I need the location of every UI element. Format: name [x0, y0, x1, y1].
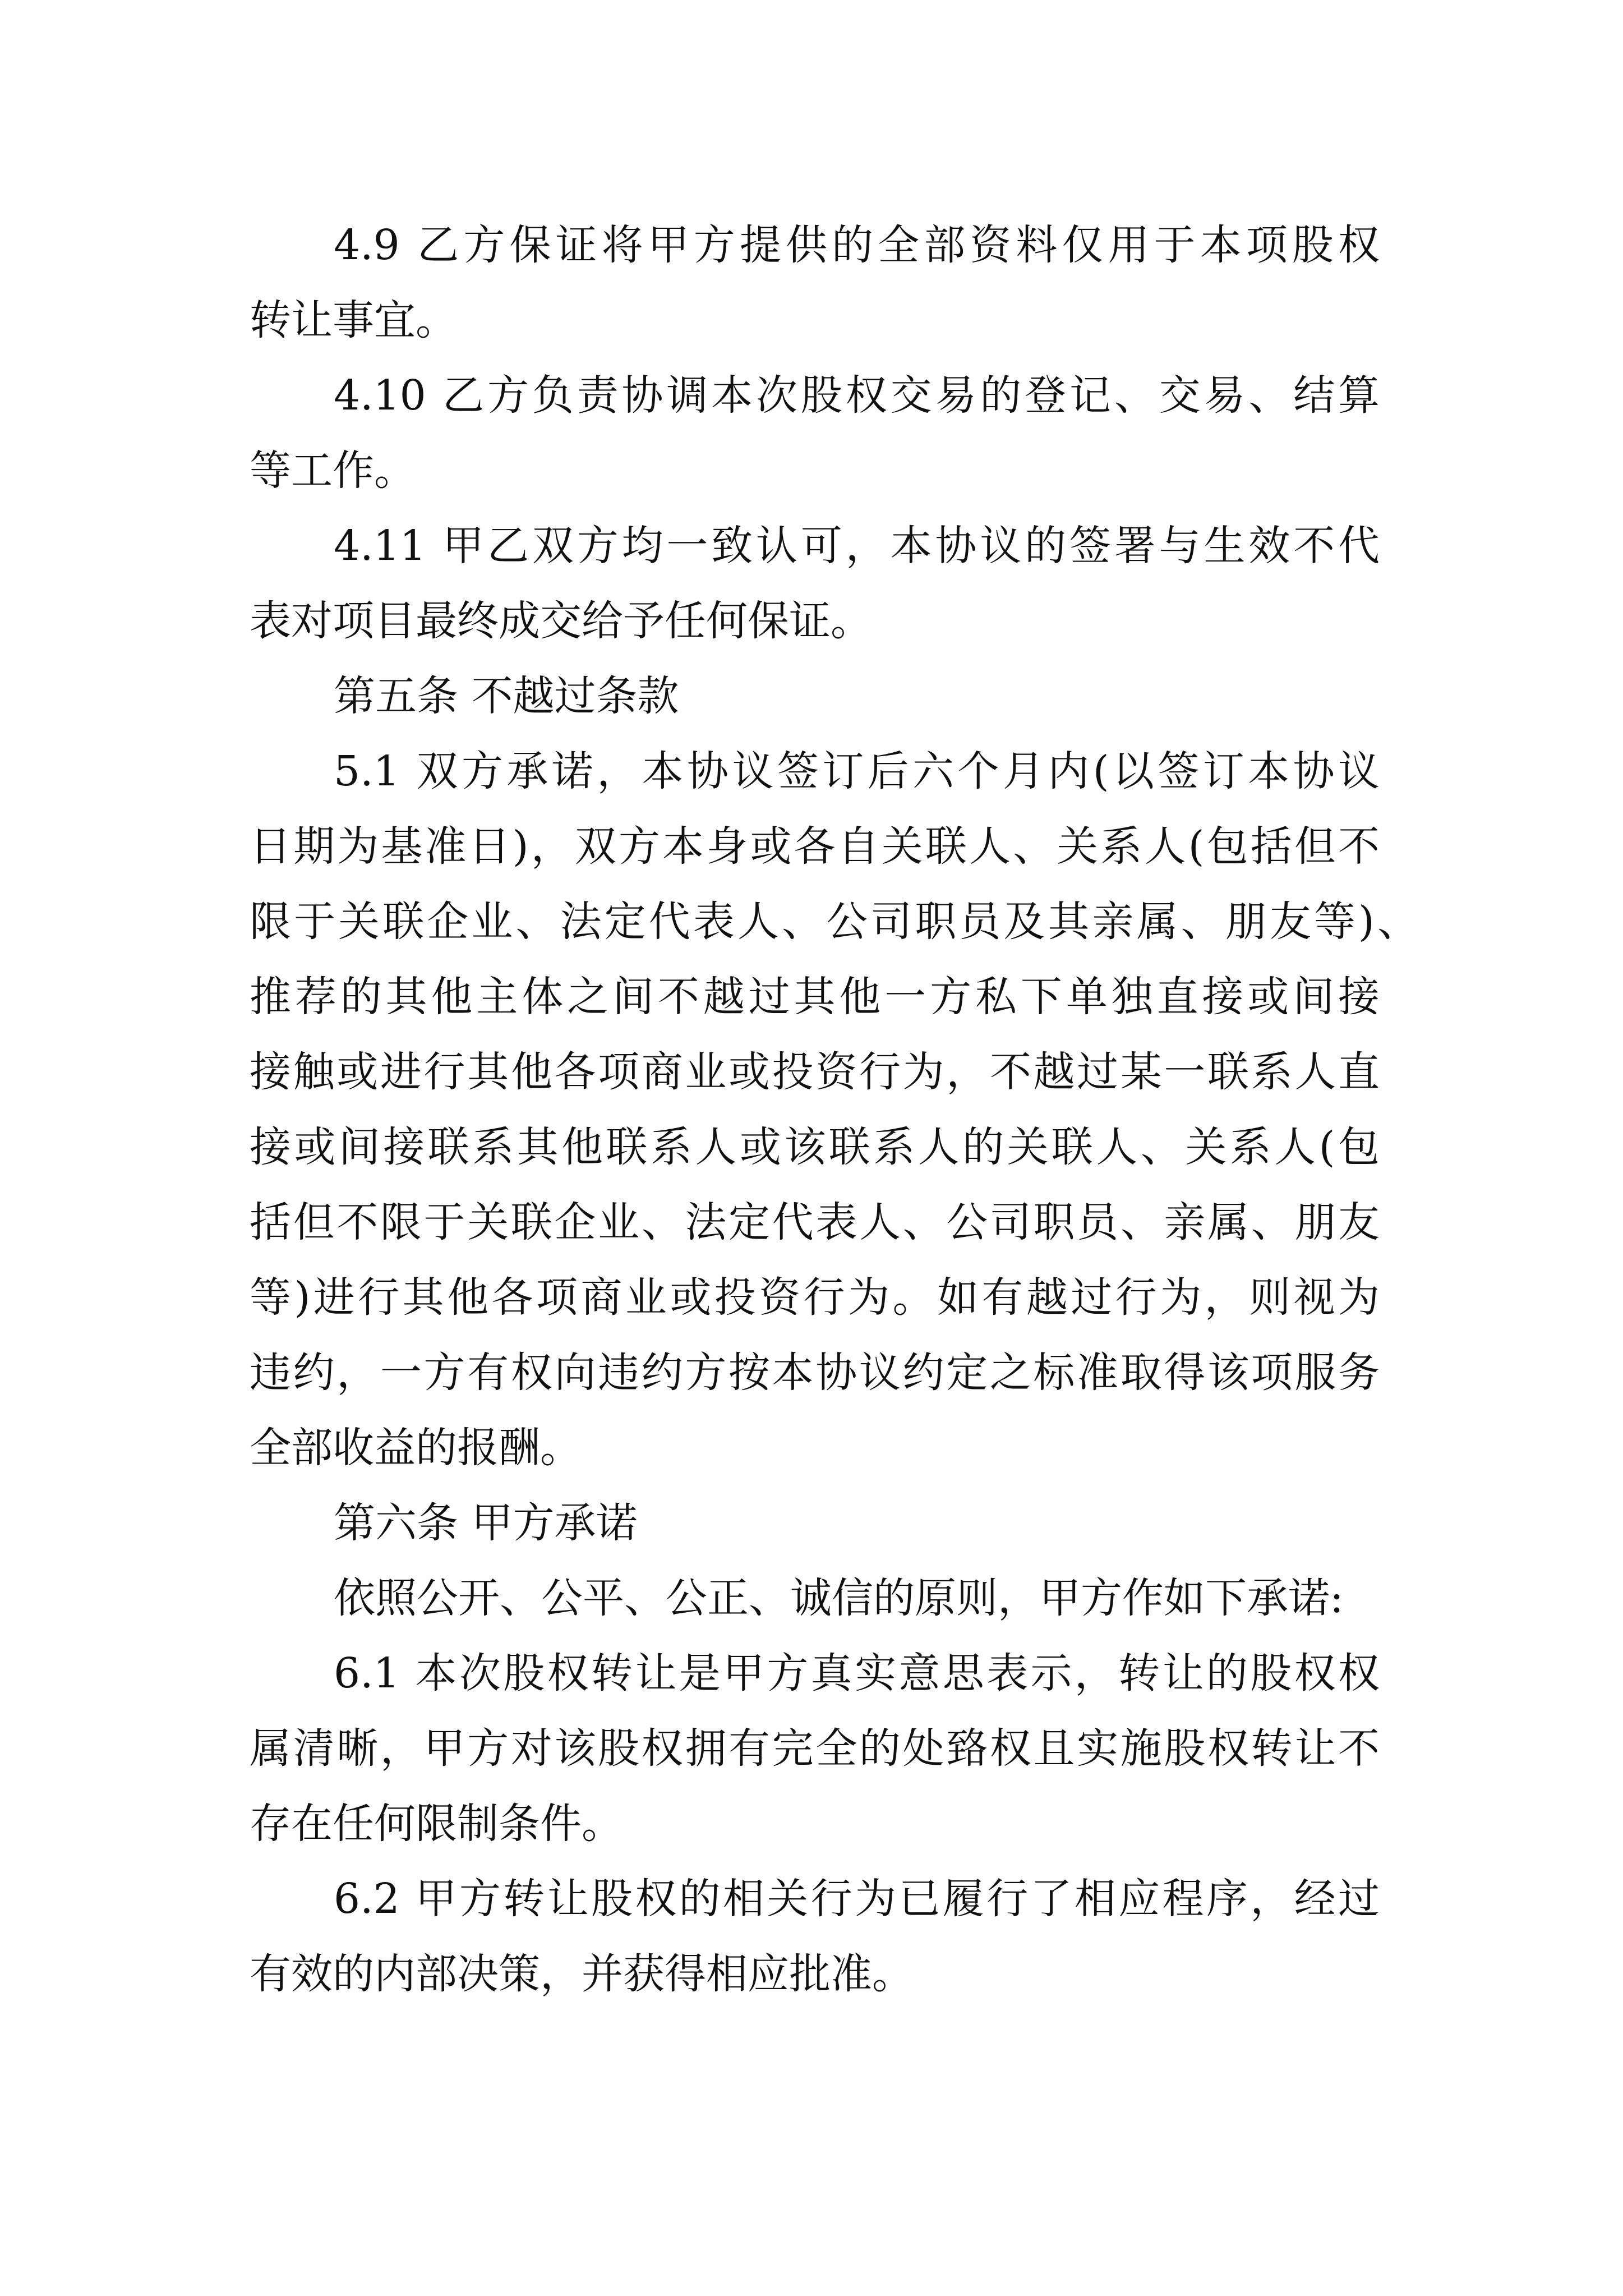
- text-line: [0, 735, 1623, 808]
- section-6-intro: 依照公开、公平、公正、诚信的原则，甲方作如下承诺:: [334, 1574, 1344, 1622]
- text-line: [0, 1186, 1623, 1259]
- text-line: [0, 1862, 1623, 1935]
- text-line: [0, 509, 1623, 582]
- paragraph-5-1-line-8: 等)进行其他各项商业或投资行为。如有越过行为，则视为: [250, 1273, 1380, 1322]
- text-line: [0, 960, 1623, 1033]
- paragraph-4-9-line-1: 4.9 乙方保证将甲方提供的全部资料仅用于本项股权: [334, 221, 1380, 269]
- text-line: [0, 434, 1623, 507]
- text-line: [0, 885, 1623, 958]
- text-line: [0, 1411, 1623, 1484]
- paragraph-6-1-line-3: 存在任何限制条件。: [250, 1800, 623, 1848]
- paragraph-4-11-line-2: 表对项目最终成交给予任何保证。: [250, 597, 872, 645]
- paragraph-6-2-line-2: 有效的内部决策，并获得相应批准。: [250, 1950, 914, 1998]
- paragraph-4-9-line-2: 转让事宜。: [250, 296, 457, 344]
- text-line: [0, 1637, 1623, 1710]
- text-line: [0, 810, 1623, 883]
- text-line: [0, 1787, 1623, 1860]
- paragraph-5-1-line-2: 日期为基准日)，双方本身或各自关联人、关系人(包括但不: [250, 822, 1380, 871]
- paragraph-5-1-line-1: 5.1 双方承诺，本协议签订后六个月内(以签订本协议: [334, 747, 1380, 795]
- paragraph-5-1-line-10: 全部收益的报酬。: [250, 1424, 582, 1472]
- paragraph-5-1-line-3: 限于关联企业、法定代表人、公司职员及其亲属、朋友等)、: [250, 898, 1419, 946]
- text-line: [0, 359, 1623, 432]
- section-heading-6: 第六条 甲方承诺: [334, 1499, 638, 1547]
- text-line: [0, 1036, 1623, 1108]
- paragraph-4-11-line-1: 4.11 甲乙双方均一致认可，本协议的签署与生效不代: [334, 522, 1380, 570]
- paragraph-4-10-line-1: 4.10 乙方负责协调本次股权交易的登记、交易、结算: [334, 371, 1380, 420]
- paragraph-5-1-line-5: 接触或进行其他各项商业或投资行为，不越过某一联系人直: [250, 1048, 1380, 1096]
- paragraph-4-10-line-2: 等工作。: [250, 447, 416, 495]
- text-line: [0, 660, 1623, 733]
- paragraph-5-1-line-4: 推荐的其他主体之间不越过其他一方私下单独直接或间接: [250, 973, 1380, 1021]
- text-line: [0, 1938, 1623, 2010]
- text-line: [0, 1261, 1623, 1334]
- paragraph-6-1-line-1: 6.1 本次股权转让是甲方真实意思表示，转让的股权权: [334, 1649, 1380, 1697]
- text-line: [0, 284, 1623, 357]
- paragraph-6-1-line-2: 属清晰，甲方对该股权拥有完全的处臵权且实施股权转让不: [250, 1724, 1380, 1773]
- text-line: [0, 1712, 1623, 1785]
- paragraph-6-2-line-1: 6.2 甲方转让股权的相关行为已履行了相应程序，经过: [334, 1875, 1380, 1923]
- text-line: [0, 1336, 1623, 1409]
- paragraph-5-1-line-6: 接或间接联系其他联系人或该联系人的关联人、关系人(包: [250, 1123, 1380, 1171]
- section-heading-5: 第五条 不越过条款: [334, 672, 679, 720]
- text-line: [0, 1562, 1623, 1635]
- text-line: [0, 1111, 1623, 1184]
- paragraph-5-1-line-9: 违约，一方有权向违约方按本协议约定之标准取得该项服务: [250, 1349, 1380, 1397]
- paragraph-5-1-line-7: 括但不限于关联企业、法定代表人、公司职员、亲属、朋友: [250, 1198, 1380, 1246]
- text-line: [0, 585, 1623, 657]
- text-line: [0, 1487, 1623, 1559]
- text-line: [0, 209, 1623, 282]
